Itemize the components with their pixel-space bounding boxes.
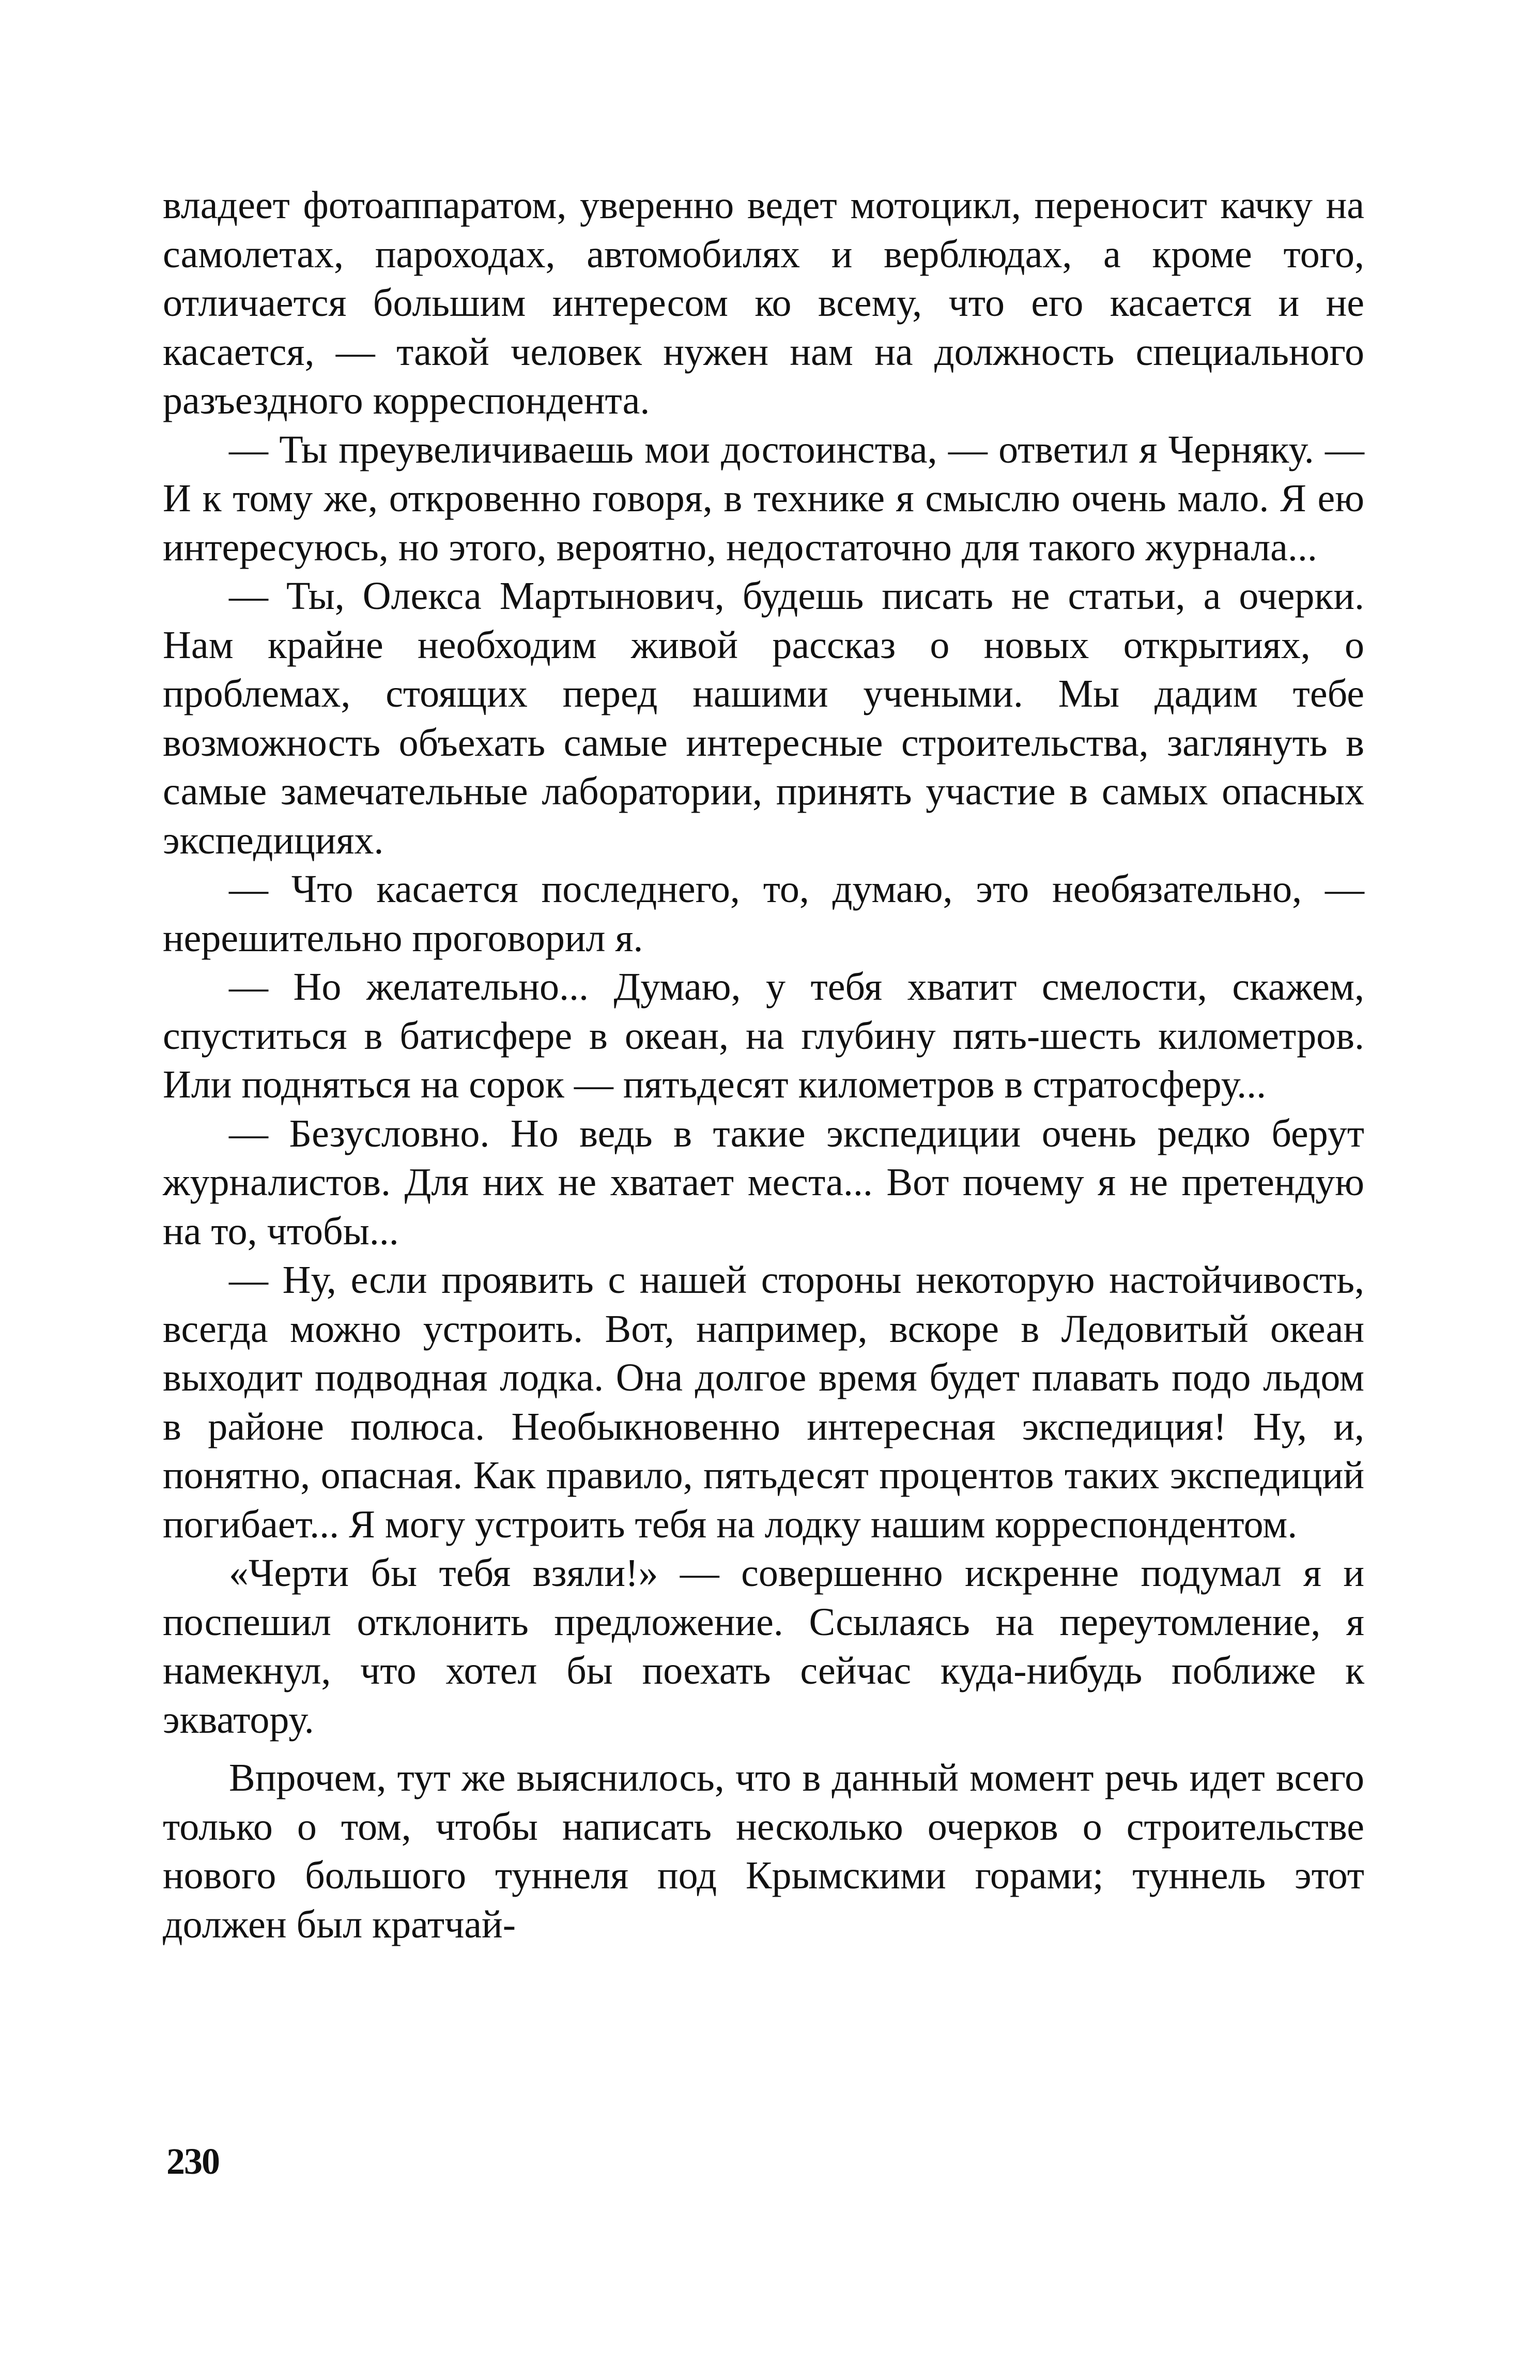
paragraph-1: владеет фотоаппаратом, уверенно ведет мотоцикл, переносит качку на самолетах, пароходах, автомобилях и верблюдах, а кроме того, отличается большим интересом ко всему, что его касается и не касается, — такой человек нужен нам на должность специального разъездного корреспондента. — [163, 184, 1364, 422]
paragraph-9: Впрочем, тут же выяснилось, что в данный момент речь идет всего только о том, чтобы написать несколько очерков о строительстве нового большого туннеля под Крымскими горами; туннель этот должен был кратчай- — [163, 1756, 1364, 1946]
paragraph-7: — Ну, если проявить с нашей стороны некоторую настойчивость, всегда можно устроить. Вот, например, вскоре в Ледовитый океан выходит подводная лодка. Она долгое время будет плавать подо льдом в районе полюса. Необыкновенно интересная экспедиция! Ну, и, понятно, опасная. Как правило, пятьдесят процентов таких экспедиций погибает... Я могу устроить тебя на лодку нашим корреспондентом. — [163, 1258, 1364, 1546]
text-body — [163, 181, 1364, 1949]
paragraph-6: — Безусловно. Но ведь в такие экспедиции очень редко берут журналистов. Для них не хватает места... Вот почему я не претендую на то, чтобы... — [163, 1111, 1364, 1253]
page-number: 230 — [166, 2141, 219, 2182]
paragraph-4: — Что касается последнего, то, думаю, это необязательно, — нерешительно проговорил я. — [163, 867, 1364, 960]
paragraph-5: — Но желательно... Думаю, у тебя хватит смелости, скажем, спуститься в батисфере в океан, на глубину пять-шесть километров. Или подняться на сорок — пятьдесят километров в стратосферу... — [163, 965, 1364, 1106]
paragraph-2: — Ты преувеличиваешь мои достоинства, — ответил я Черняку. — И к тому же, откровенно говоря, в технике я смыслю очень мало. Я ею интересуюсь, но этого, вероятно, недостаточно для такого журнала... — [163, 428, 1364, 569]
paragraph-3: — Ты, Олекса Мартынович, будешь писать не статьи, а очерки. Нам крайне необходим живой рассказ о новых открытиях, о проблемах, стоящих перед нашими учеными. Мы дадим тебе возможность объехать самые интересные строительства, заглянуть в самые замечательные лаборатории, принять участие в самых опасных экспедициях. — [163, 574, 1364, 862]
paragraph-8: «Черти бы тебя взяли!» — совершенно искренне подумал я и поспешил отклонить предложение. Ссылаясь на переутомление, я намекнул, что хотел бы поехать сейчас куда-нибудь поближе к экватору. — [163, 1551, 1364, 1742]
